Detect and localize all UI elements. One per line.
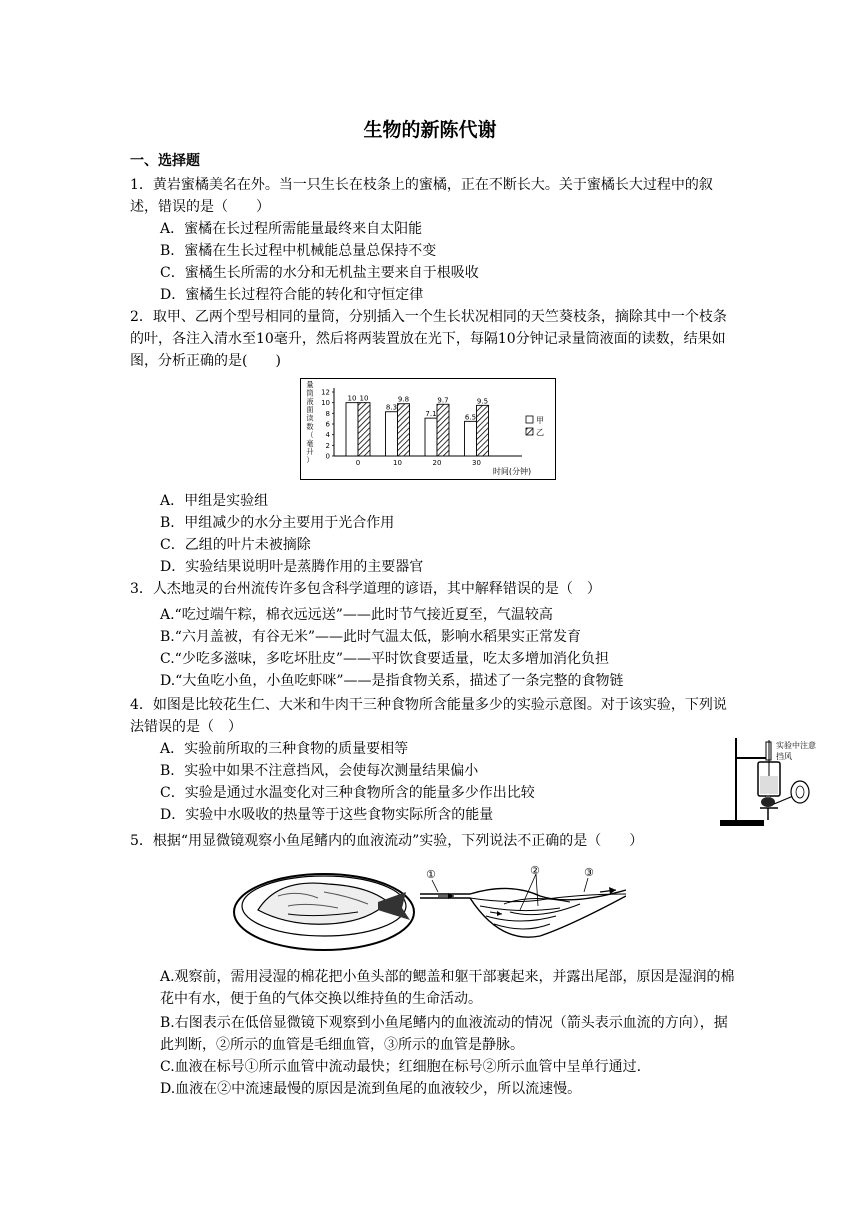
fish-dish-svg [228,862,420,954]
bar-value-label: 9.5 [476,397,489,406]
question-3-option-d: D.“大鱼吃小鱼，小鱼吃虾咪”——是指食物关系，描述了一条完整的食物链 [160,673,624,689]
legend-label: 乙 [536,428,544,437]
legend-swatch [526,428,533,435]
question-1-option-a: A．蜜橘在长过程所需能量最终来自太阳能 [160,221,423,237]
y-tick-label: 0 [325,452,330,461]
x-tick-label: 10 [393,459,402,467]
question-5-option-b: B.右图表示在低倍显微镜下观察到小鱼尾鳍内的血液流动的情况（箭头表示血流的方向），据此判断，②所示的血管是毛细血管，③所示的血管是静脉。 [160,1015,728,1053]
bar-value-label: 10 [347,394,357,403]
bar-value-label: 6.5 [464,413,477,422]
bar-yi [358,403,370,456]
section-heading: 一、选择题 [130,153,200,169]
x-axis-label: 时间(分钟) [492,467,532,476]
question-4-option-d: D．实验中水吸收的热量等于这些食物实际所含的能量 [160,807,494,823]
question-3-option-c: C.“少吃多滋味，多吃坏肚皮”——平时饮食要适量，吃太多增加消化负担 [160,651,609,667]
bar-chart [300,378,556,484]
bar-value-label: 10 [359,394,369,403]
question-3-stem: 3．人杰地灵的台州流传许多包含科学道理的谚语，其中解释错误的是（ ） [130,581,601,597]
label-1: ① [426,868,436,881]
question-4-option-a: A．实验前所取的三种食物的质量要相等 [160,741,409,757]
bar-jia [465,421,477,456]
x-tick-label: 0 [355,459,361,467]
legend-label: 甲 [536,416,544,425]
question-1-stem: 1．黄岩蜜橘美名在外。当一只生长在枝条上的蜜橘，正在不断长大。关于蜜橘长大过程中的叙述，错误的是（ ） [130,177,713,215]
y-tick-label: 2 [325,441,330,450]
question-1-option-d: D．蜜橘生长过程符合能的转化和守恒定律 [160,287,424,303]
question-2-option-c: C．乙组的叶片未被摘除 [160,537,311,553]
y-tick-label: 4 [325,431,330,440]
calorimeter-apparatus-figure [718,736,830,836]
y-axis-label-char: ） [306,455,314,465]
y-axis-label-char: （ [306,430,314,440]
page-title: 生物的新陈代谢 [363,119,497,141]
label-3: ③ [584,866,594,879]
question-5-stem: 5．根据“用显微镜观察小鱼尾鳍内的血液流动”实验，下列说法不正确的是（ ） [130,833,644,849]
bar-value-label: 8.3 [385,403,398,412]
question-5-option-a: A.观察前，需用浸湿的棉花把小鱼头部的鳃盖和躯干部裹起来，并露出尾部，原因是湿润的棉花中有水，便于鱼的气体交换以维持鱼的生命活动。 [160,969,735,1007]
figure-label: 实验中注意挡风 [776,741,816,761]
x-tick-label: 30 [472,459,481,467]
y-axis-label-char: 读 [306,413,314,423]
question-4-stem: 4．如图是比较花生仁、大米和牛肉干三种食物所含能量多少的实验示意图。对于该实验，下列说法错误的是（ ） [130,697,727,735]
y-tick-label: 12 [321,388,330,397]
question-2-option-b: B．甲组减少的水分主要用于光合作用 [160,515,395,531]
bar-chart-svg [300,378,556,480]
y-tick-label: 10 [321,399,330,408]
bar-yi [477,405,489,456]
y-axis-label-char: 量 [306,380,314,389]
question-4-option-b: B．实验中如果不注意挡风，会使每次测量结果偏小 [160,763,479,779]
y-axis-label-char: 升 [306,447,314,457]
y-axis-label-char: 筒 [306,388,314,398]
y-axis-label-char: 液 [306,396,314,406]
question-2-option-d: D．实验结果说明叶是蒸腾作用的主要器官 [160,559,424,575]
question-1-option-c: C．蜜橘生长所需的水分和无机盐主要来自于根吸收 [160,265,479,281]
bar-value-label: 9.8 [397,395,410,404]
legend-swatch [526,416,533,423]
question-4-option-c: C．实验是通过水温变化对三种食物所含的能量多少作出比较 [160,785,535,801]
bar-jia [425,418,437,456]
y-axis-label-char: 数 [306,422,314,431]
blood-vessels-svg [420,864,626,950]
x-tick-label: 20 [432,459,442,467]
bar-value-label: 9.7 [437,396,449,405]
y-axis-label-char: 毫 [306,438,314,448]
question-3-option-b: B.“六月盖被，有谷无米”——此时气温太低，影响水稻果实正常发育 [160,629,582,645]
tail-fin-blood-vessels-figure [420,864,626,954]
question-3-option-a: A.“吃过端午粽，棉衣远远送”——此时节气接近夏至，气温较高 [160,607,553,623]
fish-dish-figure [228,862,420,958]
label-2: ② [530,864,540,877]
bar-yi [398,404,410,456]
bar-value-label: 7.1 [425,410,437,419]
question-2-option-a: A．甲组是实验组 [160,493,269,509]
question-5-option-c: C.血液在标号①所示血管中流动最快；红细胞在标号②所示血管中呈单行通过. [160,1059,642,1075]
question-5-option-d: D.血液在②中流速最慢的原因是流到鱼尾的血液较少，所以流速慢。 [160,1081,582,1097]
question-2-stem: 2．取甲、乙两个型号相同的量筒，分别插入一个生长状况相同的天竺葵枝条，摘除其中一个枝条的叶，各注入清水至10毫升，然后将两装置放在光下，每隔10分钟记录量筒液面的读数，结果如图，分析正确的是( ) [130,309,727,369]
y-axis-label [306,380,314,465]
bar-jia [386,412,398,456]
y-axis-label-char: 面 [306,405,314,415]
bar-jia [346,403,358,456]
y-tick-label: 8 [325,409,330,418]
bar-yi [437,404,449,456]
y-tick-label: 6 [325,420,330,429]
question-1-option-b: B．蜜橘在生长过程中机械能总量总保持不变 [160,243,437,259]
